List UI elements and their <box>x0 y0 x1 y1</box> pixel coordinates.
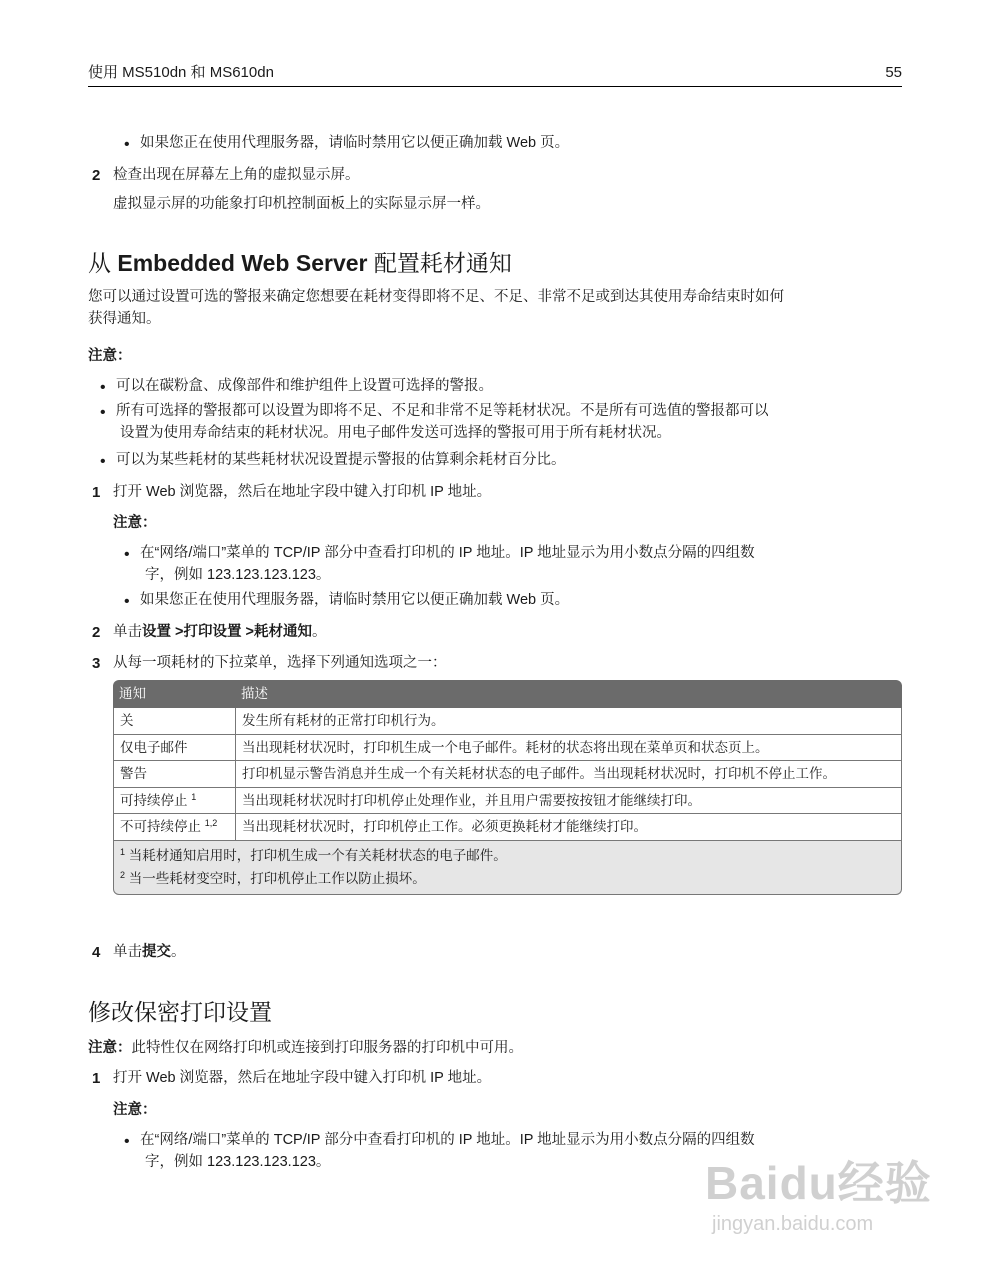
table-row <box>113 761 902 788</box>
notification-options-table <box>113 680 902 895</box>
note-label: 注意： <box>88 348 132 364</box>
note-bullet: • 可以为某些耗材的某些耗材状况设置提示警报的估算剩余耗材百分比。 <box>100 450 566 473</box>
bullet-icon: • <box>100 404 106 421</box>
option-name: 可持续停止 $^1$ <box>113 788 235 815</box>
intro-step-2: 检查出现在屏幕左上角的虚拟显示屏。 <box>113 167 360 183</box>
baidu-watermark <box>700 1150 950 1240</box>
note-bullet: • 所有可选择的警报都可以设置为即将不足、不足和非常不足等耗材状况。不是所有可选值的警报都可以 <box>100 401 769 424</box>
section-paragraph-line: 获得通知。 <box>88 311 161 327</box>
step-note-bullet: • 在“网络/端口”菜单的 TCP/IP 部分中查看打印机的 IP 地址。IP 地址显示为用小数点分隔的四组数 <box>124 1130 755 1153</box>
bullet-icon: • <box>100 453 106 470</box>
page-number: 55 <box>885 64 902 81</box>
bullet-icon: • <box>124 1133 130 1150</box>
section2-note: 注意：此特性仅在网络打印机或连接到打印服务器的打印机中可用。 <box>88 1040 523 1056</box>
bullet-icon: • <box>124 593 130 610</box>
step-note-bullet: • 在“网络/端口”菜单的 TCP/IP 部分中查看打印机的 IP 地址。IP 地址显示为用小数点分隔的四组数 <box>124 543 755 566</box>
option-desc: 当出现耗材状况时打印机停止处理作业，并且用户需要按按钮才能继续打印。 <box>235 788 902 815</box>
table-header-row <box>113 680 902 708</box>
table-header-cell: 通知 <box>113 680 235 708</box>
bullet-icon: • <box>124 546 130 563</box>
step-number: 2 <box>92 624 101 641</box>
footnote: $^1$ 当耗材通知启用时，打印机生成一个有关耗材状态的电子邮件。 <box>120 846 507 863</box>
intro-bullet: • 如果您正在使用代理服务器，请临时禁用它以便正确加载 Web 页。 <box>124 133 569 156</box>
step-4-text: 单击提交。 <box>113 944 186 960</box>
table-row <box>113 788 902 815</box>
menu-path: 设置 >打印设置 >耗材通知 <box>142 624 312 640</box>
note-label: 注意： <box>88 1040 132 1056</box>
step-note-continuation: 字，例如 123.123.123.123。 <box>145 567 331 583</box>
bullet-icon: • <box>100 379 106 396</box>
baidu-logo: Baidu经验 <box>705 1157 932 1209</box>
watermark-url: jingyan.baidu.com <box>712 1213 874 1235</box>
intro-step-2-desc: 虚拟显示屏的功能象打印机控制面板上的实际显示屏一样。 <box>113 196 490 212</box>
option-name: 警告 <box>113 761 235 788</box>
table-footnotes <box>113 841 902 895</box>
section-heading-supply-notifications: 从 Embedded Web Server 配置耗材通知 <box>88 250 512 276</box>
option-desc: 当出现耗材状况时，打印机生成一个电子邮件。耗材的状态将出现在菜单页和状态页上。 <box>235 735 902 762</box>
step-number: 2 <box>92 167 101 184</box>
header-title: 使用 MS510dn 和 MS610dn <box>88 64 274 81</box>
page-header <box>88 60 902 87</box>
option-desc: 打印机显示警告消息并生成一个有关耗材状态的电子邮件。当出现耗材状况时，打印机不停止工作。 <box>235 761 902 788</box>
table-row <box>113 708 902 735</box>
footnote: $^2$ 当一些耗材变空时，打印机停止工作以防止损坏。 <box>120 870 426 887</box>
step-note-continuation: 字，例如 123.123.123.123。 <box>145 1154 331 1170</box>
section-paragraph-line: 您可以通过设置可选的警报来确定您想要在耗材变得即将不足、不足、非常不足或到达其使用寿命结束时如何 <box>88 289 784 305</box>
note-bullet-continuation: 设置为使用寿命结束的耗材状况。用电子邮件发送可选择的警报可用于所有耗材状况。 <box>120 425 671 441</box>
step-number: 1 <box>92 484 101 501</box>
step-number: 1 <box>92 1070 101 1087</box>
table-row <box>113 814 902 841</box>
table-header-cell: 描述 <box>235 680 902 708</box>
step-number: 4 <box>92 944 101 961</box>
step-number: 3 <box>92 655 101 672</box>
note-label: 注意： <box>113 1102 157 1118</box>
section-heading-confidential-print: 修改保密打印设置 <box>88 999 272 1025</box>
submit-label: 提交 <box>142 944 171 960</box>
note-bullet: • 可以在碳粉盒、成像部件和维护组件上设置可选择的警报。 <box>100 376 493 399</box>
bullet-icon: • <box>124 136 130 153</box>
table-row <box>113 735 902 762</box>
step-2-text: 单击设置 >打印设置 >耗材通知。 <box>113 624 327 640</box>
step-1-text: 打开 Web 浏览器，然后在地址字段中键入打印机 IP 地址。 <box>113 1070 492 1086</box>
option-desc: 发生所有耗材的正常打印机行为。 <box>235 708 902 735</box>
step-note-bullet: • 如果您正在使用代理服务器，请临时禁用它以便正确加载 Web 页。 <box>124 590 569 613</box>
option-name: 关 <box>113 708 235 735</box>
option-name: 不可持续停止 $^{1,2}$ <box>113 814 235 841</box>
step-3-text: 从每一项耗材的下拉菜单，选择下列通知选项之一： <box>113 655 447 671</box>
option-desc: 当出现耗材状况时，打印机停止工作。必须更换耗材才能继续打印。 <box>235 814 902 841</box>
option-name: 仅电子邮件 <box>113 735 235 762</box>
note-label: 注意： <box>113 515 157 531</box>
step-1-text: 打开 Web 浏览器，然后在地址字段中键入打印机 IP 地址。 <box>113 484 492 500</box>
